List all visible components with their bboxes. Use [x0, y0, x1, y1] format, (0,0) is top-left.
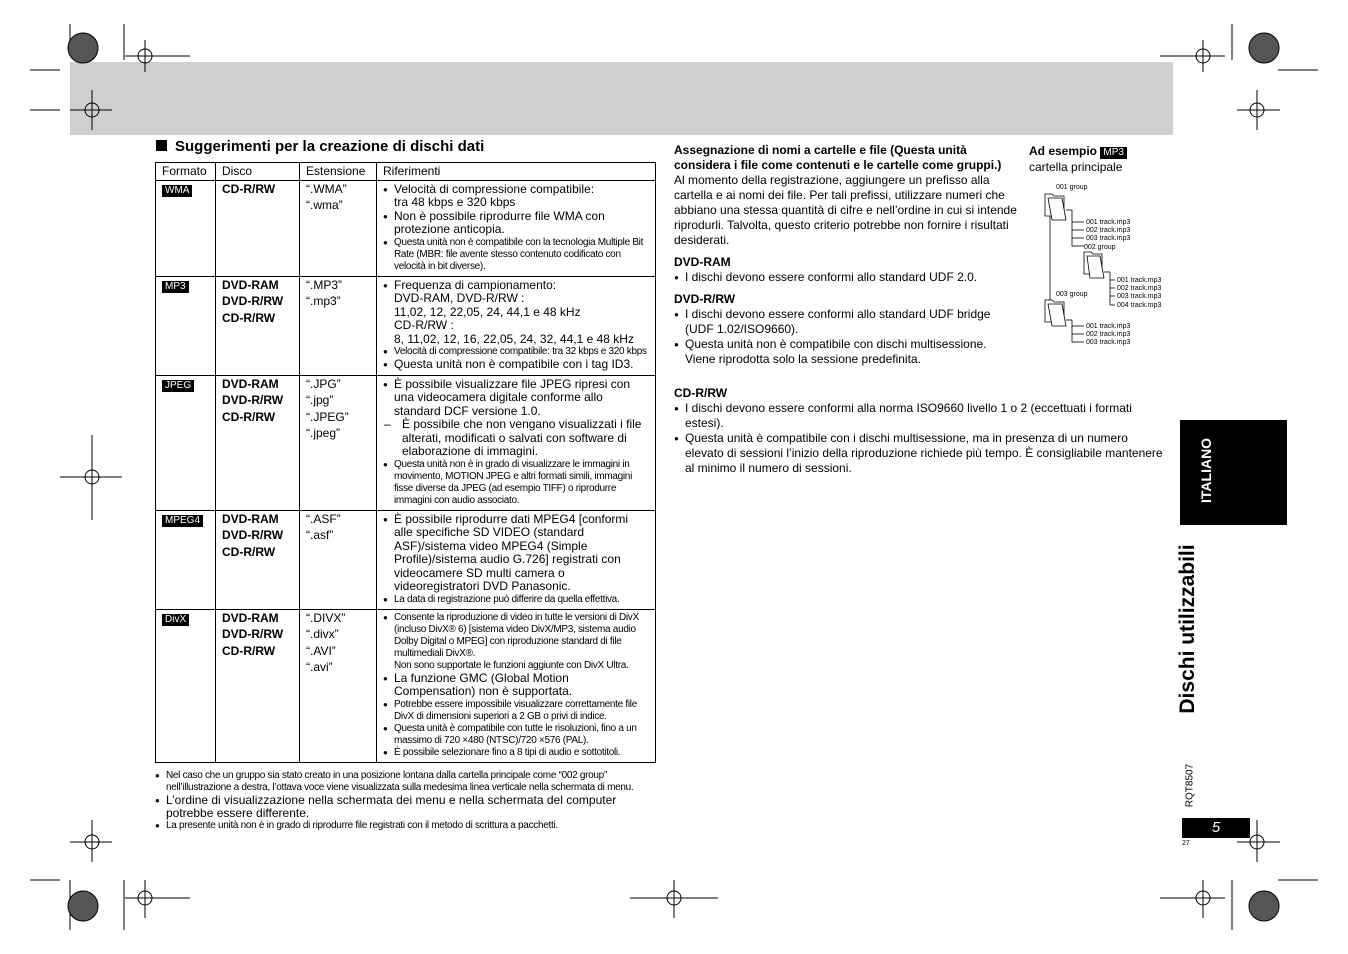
naming-section: [674, 143, 1019, 367]
tree-g3-label: 003 group: [1056, 291, 1088, 298]
disc-type: DVD-R/RW: [222, 393, 284, 407]
notes-list: [383, 378, 650, 507]
format-tag: MP3: [162, 281, 189, 293]
extension: “.jpeg”: [306, 426, 341, 440]
folder-tree-diagram: [1040, 180, 1180, 350]
disc-type: CD-R/RW: [222, 181, 276, 196]
disc-type: DVD-RAM: [222, 376, 279, 391]
tree-file: 001 track.mp3: [1117, 277, 1162, 284]
requirement-item: ● Questa unità è compatibile con i dischi multisessione, ma in presenza di un numero elevato di sessioni l’inizio della riproduzione richiede più tempo. È consigliabile mantenere al minimo il numero di sessioni.: [674, 431, 1169, 476]
note-item: – È possibile che non vengano visualizzati i file alterati, modificati o salvati con software di elaborazione di immagini.: [383, 418, 650, 459]
disc-type: CD-R/RW: [222, 643, 276, 658]
note-item: ● La data di registrazione può differire da quella effettiva.: [383, 594, 650, 606]
disc-type: DVD-RAM: [222, 511, 279, 526]
dvdrrw-notes: [674, 307, 1019, 367]
extension-cell: [300, 609, 377, 762]
footnote: ● Nel caso che un gruppo sia stato creato in una posizione lontana dalla cartella principale come “002 group” nell’illustrazione a destra, l’ottava voce viene visualizzata sulla medesima linea verticale nella schermata di menu.: [155, 770, 660, 794]
dvdrrw-title: DVD-R/RW: [674, 292, 736, 306]
note-item: ● Potrebbe essere impossibile visualizzare correttamente file DivX di dimensioni superiori a 2 GB o privi di indice.: [383, 699, 650, 723]
extension: “.JPG”: [306, 376, 341, 391]
format-cell: [156, 609, 216, 762]
tree-file: 001 track.mp3: [1086, 219, 1131, 226]
disc-cell: [216, 276, 300, 375]
note-item: ● La funzione GMC (Global Motion Compensation) non è supportata.: [383, 672, 650, 699]
extension: “.AVI”: [306, 643, 336, 658]
footnotes: [155, 770, 660, 832]
header-disco: Disco: [216, 163, 300, 181]
format-cell: [156, 276, 216, 375]
extension: “.MP3”: [306, 277, 342, 292]
extension: “.avi”: [306, 660, 333, 674]
note-item: ● È possibile visualizzare file JPEG ripresi con una videocamera digitale conforme allo standard DCF versione 1.0.: [383, 378, 650, 419]
format-cell: [156, 375, 216, 510]
table-row: [156, 510, 656, 609]
note-item: ● Velocità di compressione compatibile: tra 32 kbps e 320 kbps: [383, 346, 650, 358]
table-header-row: [156, 163, 656, 181]
extension: “.DIVX”: [306, 610, 346, 625]
tree-file: 001 track.mp3: [1086, 323, 1131, 330]
disc-type: DVD-R/RW: [222, 627, 284, 641]
note-item: ● Frequenza di campionamento: DVD-RAM, DVD-R/RW : 11,02, 12, 22,05, 24, 44,1 e 48 kHz CD-R/RW : 8, 11,02, 12, 16, 22,05, 24, 32, 44,1 e 48 kHz: [383, 279, 650, 347]
tree-g1-label: 001 group: [1056, 184, 1088, 191]
doc-code: RQT8507: [1184, 763, 1196, 808]
note-item: ● Questa unità non è compatibile con i tag ID3.: [383, 358, 650, 372]
disc-cell: [216, 180, 300, 276]
footnote: ● La presente unità non è in grado di riprodurre file registrati con il metodo di scrittura a pacchetti.: [155, 820, 660, 832]
note-item: ● Questa unità è compatibile con tutte le risoluzioni, fino a un massimo di 720 ×480 (NTSC)/720 ×576 (PAL).: [383, 723, 650, 747]
notes-cell: [377, 609, 656, 762]
cdrrw-notes: [674, 401, 1169, 476]
notes-list: [383, 279, 650, 372]
tree-file: 003 track.mp3: [1086, 339, 1131, 346]
tree-file: 002 track.mp3: [1117, 285, 1162, 292]
extension-cell: [300, 375, 377, 510]
format-cell: [156, 510, 216, 609]
table-row: [156, 375, 656, 510]
extension: “.divx”: [306, 627, 339, 641]
tree-file: 002 track.mp3: [1086, 331, 1131, 338]
tree-file: 003 track.mp3: [1086, 235, 1131, 242]
extension: “.wma”: [306, 198, 343, 212]
disc-type: CD-R/RW: [222, 544, 276, 559]
notes-cell: [377, 510, 656, 609]
formats-table: [155, 162, 656, 763]
tree-file: 003 track.mp3: [1117, 293, 1162, 300]
naming-heading: Assegnazione di nomi a cartelle e file (Questa unità considera i file come contenuti e le cartelle come gruppi.): [674, 143, 1002, 172]
extension-cell: [300, 510, 377, 609]
chapter-title: Dischi utilizzabili: [1176, 544, 1199, 714]
extension: “.JPEG”: [306, 409, 349, 424]
format-tag: WMA: [162, 185, 192, 197]
format-tag: MPEG4: [162, 515, 203, 527]
header-formato: Formato: [156, 163, 216, 181]
requirement-item: ● I dischi devono essere conformi alla norma ISO9660 livello 1 o 2 (eccettuati i formati estesi).: [674, 401, 1169, 431]
notes-cell: [377, 375, 656, 510]
header-estensione: Estensione: [300, 163, 377, 181]
cdrrw-section: [674, 386, 1169, 476]
example-label: Ad esempio: [1029, 144, 1098, 158]
extension: “.ASF”: [306, 511, 341, 526]
disc-type: DVD-RAM: [222, 610, 279, 625]
extension: “.jpg”: [306, 393, 334, 407]
note-item: ● Non è possibile riprodurre file WMA con protezione anticopia.: [383, 210, 650, 237]
table-row: [156, 276, 656, 375]
format-tag: JPEG: [162, 380, 194, 392]
disc-type: CD-R/RW: [222, 310, 276, 325]
square-bullet-icon: [156, 140, 167, 151]
notes-list: [383, 183, 650, 273]
dvdram-notes: [674, 270, 1019, 285]
tree-file: 002 track.mp3: [1086, 227, 1131, 234]
disc-cell: [216, 375, 300, 510]
disc-type: DVD-RAM: [222, 277, 279, 292]
extension-cell: [300, 180, 377, 276]
extension-cell: [300, 276, 377, 375]
sub-page-number: 27: [1182, 840, 1190, 847]
tree-file: 004 track.mp3: [1117, 302, 1162, 309]
disc-type: DVD-R/RW: [222, 528, 284, 542]
disc-type: CD-R/RW: [222, 409, 276, 424]
note-item: ● Questa unità non è compatibile con la tecnologia Multiple Bit Rate (MBR: file avente stesso contenuto codificato con velocità in bit diverse).: [383, 237, 650, 273]
disc-cell: [216, 609, 300, 762]
footnote: ● L’ordine di visualizzazione nella schermata dei menu e nella schermata del computer potrebbe essere differente.: [155, 794, 660, 820]
notes-cell: [377, 276, 656, 375]
format-cell: [156, 180, 216, 276]
root-folder-label: cartella principale: [1029, 160, 1123, 174]
mp3-tag: MP3: [1100, 147, 1127, 159]
disc-cell: [216, 510, 300, 609]
naming-body: Al momento della registrazione, aggiungere un prefisso alla cartella e ai nomi dei file. Per tali prefissi, utilizzare numeri che abbiano una stessa quantità di cifre e nell’ordine in cui si intende riprodurli. Talvolta, questo criterio potrebbe non fornire i risultati desiderati.: [674, 173, 1017, 247]
table-row: [156, 180, 656, 276]
format-tag: DivX: [162, 614, 189, 626]
note-item: ● È possibile selezionare fino a 8 tipi di audio e sottotitoli.: [383, 747, 650, 759]
requirement-item: ● Questa unità non è compatibile con dischi multisessione. Viene riprodotta solo la sessione predefinita.: [674, 337, 1019, 367]
extension: “.asf”: [306, 528, 334, 542]
note-item: ● Questa unità non è in grado di visualizzare le immagini in movimento, MOTION JPEG e altri formati simili, immagini fisse diverse da JPEG (ad esempio TIFF) o riprodurre immagini con audio associato.: [383, 459, 650, 507]
requirement-item: ● I dischi devono essere conformi allo standard UDF bridge (UDF 1.02/ISO9660).: [674, 307, 1019, 337]
disc-type: DVD-R/RW: [222, 294, 284, 308]
requirement-item: ● I dischi devono essere conformi allo standard UDF 2.0.: [674, 270, 1019, 285]
extension: “.WMA”: [306, 181, 347, 196]
tree-g2-label: 002 group: [1084, 244, 1116, 251]
language-label: ITALIANO: [1198, 437, 1214, 503]
note-item: ● Consente la riproduzione di video in tutte le versioni di DivX (incluso DivX® 6) [sistema video DivX/MP3, sistema audio Dolby Digital o MPEG] con riproduzione standard di file multimediali DivX®. Non sono supportate le funzioni aggiunte con DivX Ultra.: [383, 612, 650, 672]
note-item: ● Velocità di compressione compatibile: tra 48 kbps e 320 kbps: [383, 183, 650, 210]
notes-list: [383, 612, 650, 759]
note-item: ● È possibile riprodurre dati MPEG4 [conformi alle specifiche SD VIDEO (standard ASF)/sistema video MPEG4 (Simple Profile)/sistema audio G.726] registrati con videocamere SD multi camera o videoregistratori DVD Panasonic.: [383, 513, 650, 594]
example-block: [1029, 143, 1127, 175]
language-tab: [1180, 420, 1287, 525]
section-title: Suggerimenti per la creazione di dischi dati: [156, 138, 484, 155]
table-row: [156, 609, 656, 762]
page-number: 5: [1182, 818, 1250, 838]
dvdram-title: DVD-RAM: [674, 255, 731, 269]
cdrrw-title: CD-R/RW: [674, 386, 728, 400]
notes-cell: [377, 180, 656, 276]
notes-list: [383, 513, 650, 606]
extension: “.mp3”: [306, 294, 341, 308]
header-riferimenti: Riferimenti: [377, 163, 656, 181]
